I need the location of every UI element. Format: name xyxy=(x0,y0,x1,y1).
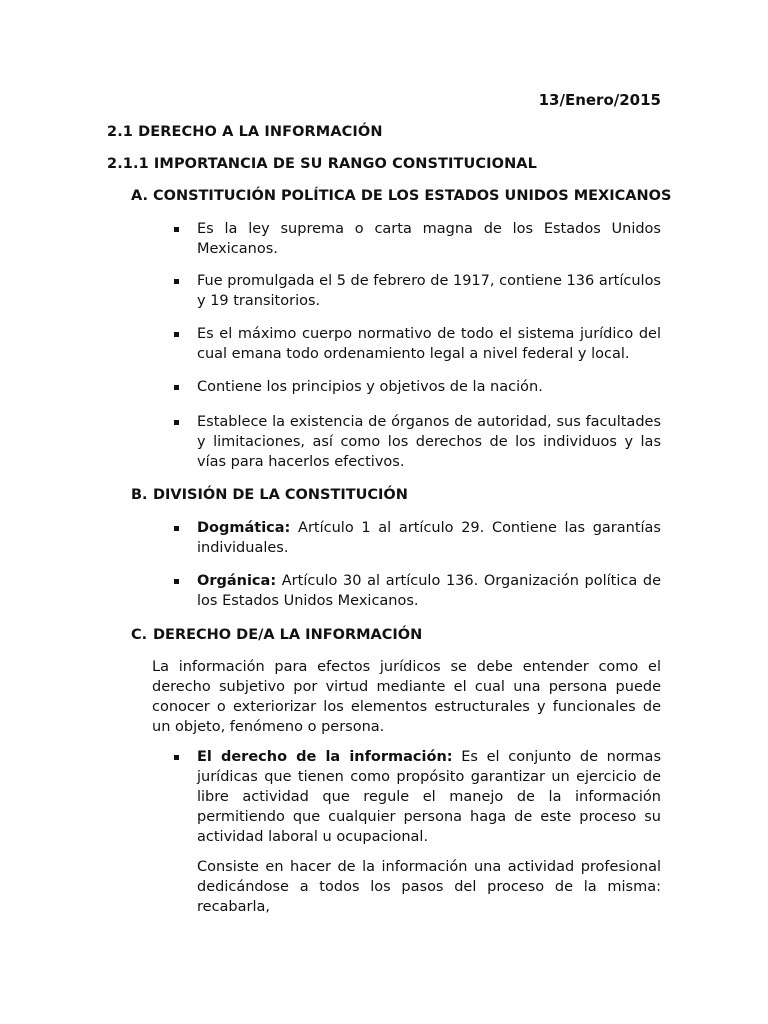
section-b-heading xyxy=(131,485,408,505)
list-item xyxy=(174,571,661,611)
list-item-text xyxy=(197,747,661,847)
list-item-text: Es la ley suprema o carta magna de los Estados Unidos Mexicanos. xyxy=(197,221,661,257)
list-item xyxy=(174,412,661,472)
bullet-icon xyxy=(174,279,179,284)
section-a-title: CONSTITUCIÓN POLÍTICA DE LOS ESTADOS UNIDOS MEXICANOS xyxy=(153,188,672,204)
term-dogmatica: Dogmática: xyxy=(197,520,291,536)
section-a-heading xyxy=(131,186,671,206)
section-b-mark: B. xyxy=(131,487,148,503)
list-item xyxy=(174,377,661,397)
list-item-text xyxy=(197,518,661,558)
list-item xyxy=(174,747,661,847)
bullet-icon xyxy=(174,385,179,390)
section-c-mark: C. xyxy=(131,627,148,643)
section-b-title: DIVISIÓN DE LA CONSTITUCIÓN xyxy=(153,487,408,503)
term-derecho-informacion-desc: Es el conjunto de normas jurídicas que tienen como propósito garantizar un ejercicio de libre actividad que regule el manejo de la información permitiendo que cualquier persona haga de este proceso su actividad laboral u ocupacional. xyxy=(197,749,661,845)
list-item-text: Fue promulgada el 5 de febrero de 1917, contiene 136 artículos y 19 transitorios. xyxy=(197,273,661,309)
bullet-icon xyxy=(174,227,179,232)
document-date: 13/Enero/2015 xyxy=(538,91,661,109)
heading-importancia-rango: 2.1.1 IMPORTANCIA DE SU RANGO CONSTITUCIONAL xyxy=(107,156,537,172)
bullet-icon xyxy=(174,755,179,760)
list-item xyxy=(174,271,661,311)
list-item-text: Contiene los principios y objetivos de la nación. xyxy=(197,379,543,395)
section-c-heading xyxy=(131,625,422,645)
bullet-icon xyxy=(174,579,179,584)
section-c-followup: Consiste en hacer de la información una actividad profesional dedicándose a todos los pasos del proceso de la misma: recabarla, xyxy=(197,859,661,915)
list-item-text xyxy=(197,571,661,611)
list-item-text: Es el máximo cuerpo normativo de todo el sistema jurídico del cual emana todo ordenamiento legal a nivel federal y local. xyxy=(197,326,661,362)
bullet-icon xyxy=(174,420,179,425)
section-c-intro: La información para efectos jurídicos se debe entender como el derecho subjetivo por virtud mediante el cual una persona puede conocer o exteriorizar los elementos estructurales y funcionales de un objeto, fenómeno o persona. xyxy=(152,659,661,735)
term-organica-desc: Artículo 30 al artículo 136. Organización política de los Estados Unidos Mexicanos. xyxy=(197,573,661,609)
bullet-icon xyxy=(174,526,179,531)
heading-derecho-informacion: 2.1 DERECHO A LA INFORMACIÓN xyxy=(107,124,383,140)
list-item-text: Establece la existencia de órganos de autoridad, sus facultades y limitaciones, así como los derechos de los individuos y las vías para hacerlos efectivos. xyxy=(197,414,661,470)
bullet-icon xyxy=(174,332,179,337)
list-item xyxy=(174,324,661,364)
list-item xyxy=(174,219,661,259)
term-derecho-informacion: El derecho de la información: xyxy=(197,749,453,765)
section-a-mark: A. xyxy=(131,188,148,204)
term-dogmatica-desc: Artículo 1 al artículo 29. Contiene las garantías individuales. xyxy=(197,520,661,556)
section-c-title: DERECHO DE/A LA INFORMACIÓN xyxy=(153,627,423,643)
list-item xyxy=(174,518,661,558)
term-organica: Orgánica: xyxy=(197,573,277,589)
